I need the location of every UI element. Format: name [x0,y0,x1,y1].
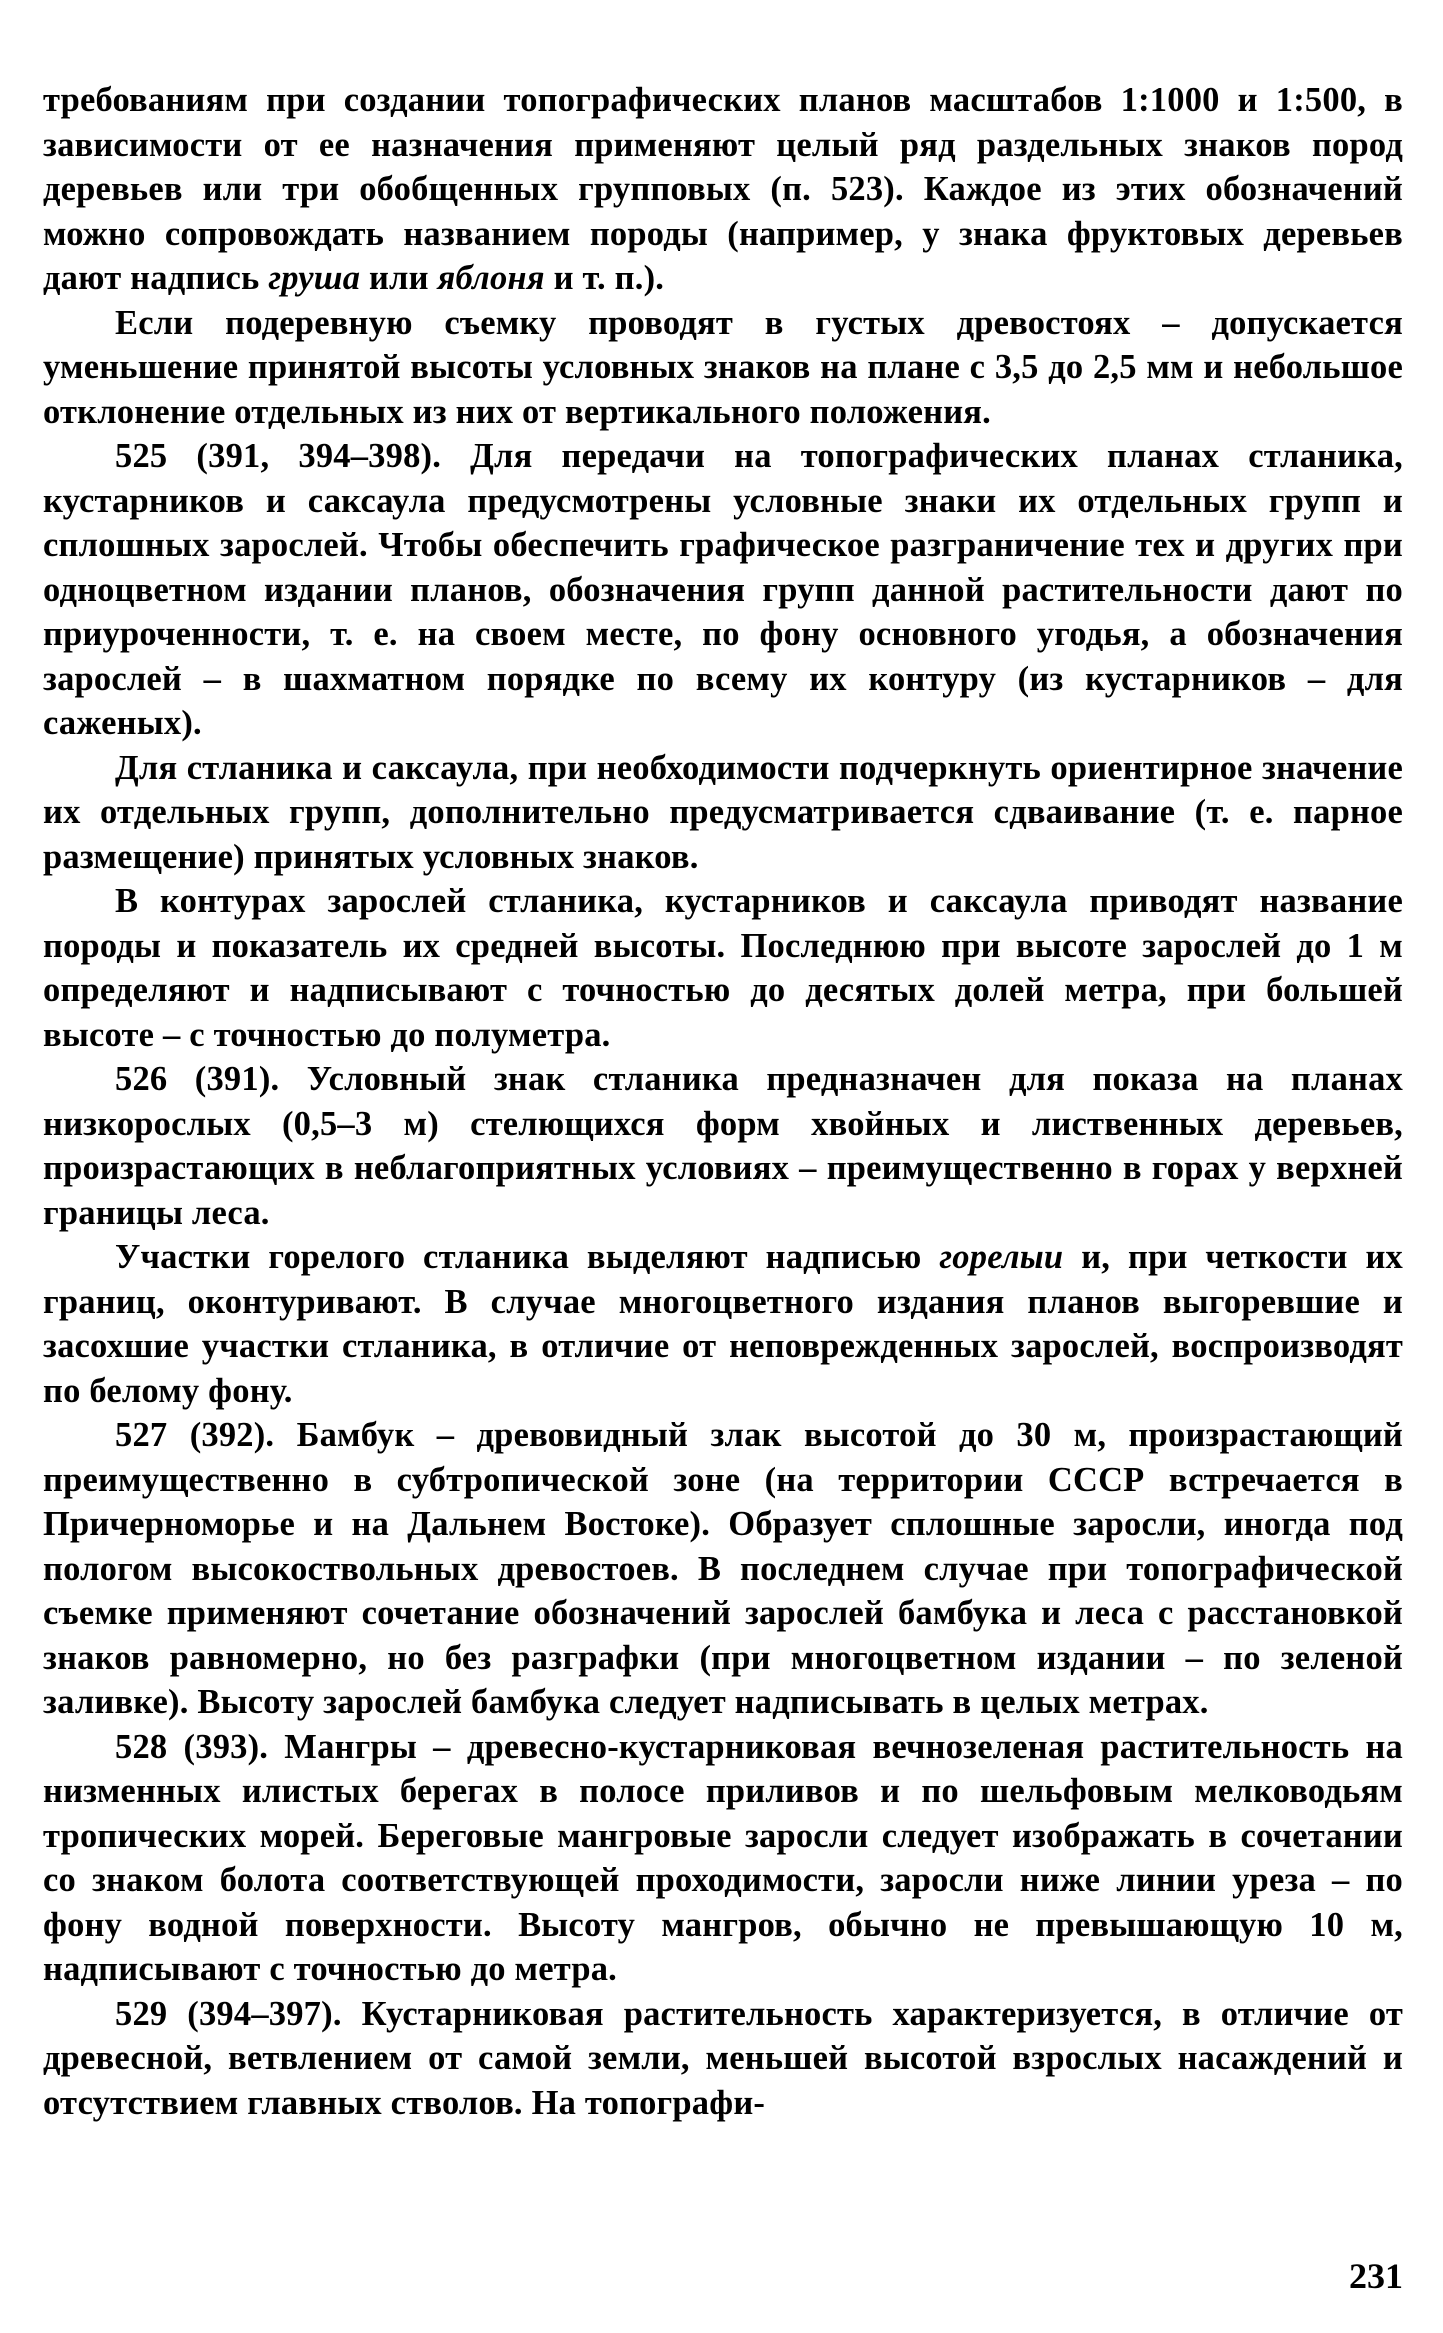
page-body [43,78,1403,2125]
paragraph-5 [43,879,1403,1057]
paragraph-7 [43,1235,1403,1413]
paragraph-2 [43,301,1403,435]
paragraph-4 [43,746,1403,880]
paragraph-text: и т. п.). [544,259,665,297]
paragraph-text: Участки горелого стланика выделяют надписью [115,1238,940,1276]
page-number: 231 [1349,2256,1403,2296]
paragraph-text: 526 (391). Условный знак стланика предназначен для показа на планах низкорослых (0,5–3 м) стелющихся форм хвойных и лиственных деревьев, произрастающих в неблагоприятных условиях – преимущественно в горах у верхней границы леса. [43,1060,1403,1232]
paragraph-8 [43,1413,1403,1725]
paragraph-1 [43,78,1403,301]
paragraph-text: или [360,259,438,297]
paragraph-text: Для стланика и саксаула, при необходимости подчеркнуть ориентирное значение их отдельных групп, дополнительно предусматривается сдваивание (т. е. парное размещение) принятых условных знаков. [43,748,1403,876]
paragraph-text: В контурах зарослей стланика, кустарников и саксаула приводят название породы и показатель их средней высоты. Последнюю при высоте зарослей до 1 м определяют и надписывают с точностью до десятых долей метра, при большей высоте – с точностью до полуметра. [43,882,1403,1054]
italic-word: яблоня [437,259,545,297]
paragraph-text: 527 (392). Бамбук – древовидный злак высотой до 30 м, произрастающий преимущественно в субтропической зоне (на территории СССР встречается в Причерноморье и на Дальнем Востоке). Образует сплошные заросли, иногда под пологом высокоствольных древостоев. В последнем случае при топографической съемке применяют сочетание обозначений зарослей бамбука и леса с расстановкой знаков равномерно, но без разграфки (при многоцветном издании – по зеленой заливке). Высоту зарослей бамбука следует надписывать в целых метрах. [43,1416,1403,1721]
paragraph-6 [43,1057,1403,1235]
italic-word: горелыи [939,1238,1064,1276]
paragraph-10 [43,1992,1403,2126]
paragraph-text: требованиям при создании топографических планов масштабов 1:1000 и 1:500, в зависимости от ее назначения применяют целый ряд раздельных знаков пород деревьев или три обобщенных групповых (п. 523). Каждое из этих обозначений можно сопровождать названием породы (например, у знака фруктовых деревьев дают надпись [43,81,1403,297]
paragraph-text: 528 (393). Мангры – древесно-кустарниковая вечнозеленая растительность на низменных илистых берегах в полосе приливов и по шельфовым мелководьям тропических морей. Береговые мангровые заросли следует изображать в сочетании со знаком болота соответствующей проходимости, заросли ниже линии уреза – по фону водной поверхности. Высоту мангров, обычно не превышающую 10 м, надписывают с точностью до метра. [43,1727,1403,1988]
paragraph-text: Если подеревную съемку проводят в густых древостоях – допускается уменьшение принятой высоты условных знаков на плане с 3,5 до 2,5 мм и небольшое отклонение отдельных из них от вертикального положения. [43,303,1403,431]
paragraph-3 [43,434,1403,746]
paragraph-text: 529 (394–397). Кустарниковая растительность характеризуется, в отличие от древесной, ветвлением от самой земли, меньшей высотой взрослых насаждений и отсутствием главных стволов. На топографи- [43,1994,1403,2122]
paragraph-text: 525 (391, 394–398). Для передачи на топографических планах стланика, кустарников и саксаула предусмотрены условные знаки их отдельных групп и сплошных зарослей. Чтобы обеспечить графическое разграничение тех и других при одноцветном издании планов, обозначения групп данной растительности дают по приуроченности, т. е. на своем месте, по фону основного угодья, а обозначения зарослей – в шахматном порядке по всему их контуру (из кустарников – для саженых). [43,437,1403,742]
paragraph-9 [43,1725,1403,1992]
paragraph-text: и, при четкости их границ, оконтуривают. В случае многоцветного издания планов выгоревшие и засохшие участки стланика, в отличие от неповрежденных зарослей, воспроизводят по белому фону. [43,1238,1403,1410]
italic-word: груша [268,259,361,297]
